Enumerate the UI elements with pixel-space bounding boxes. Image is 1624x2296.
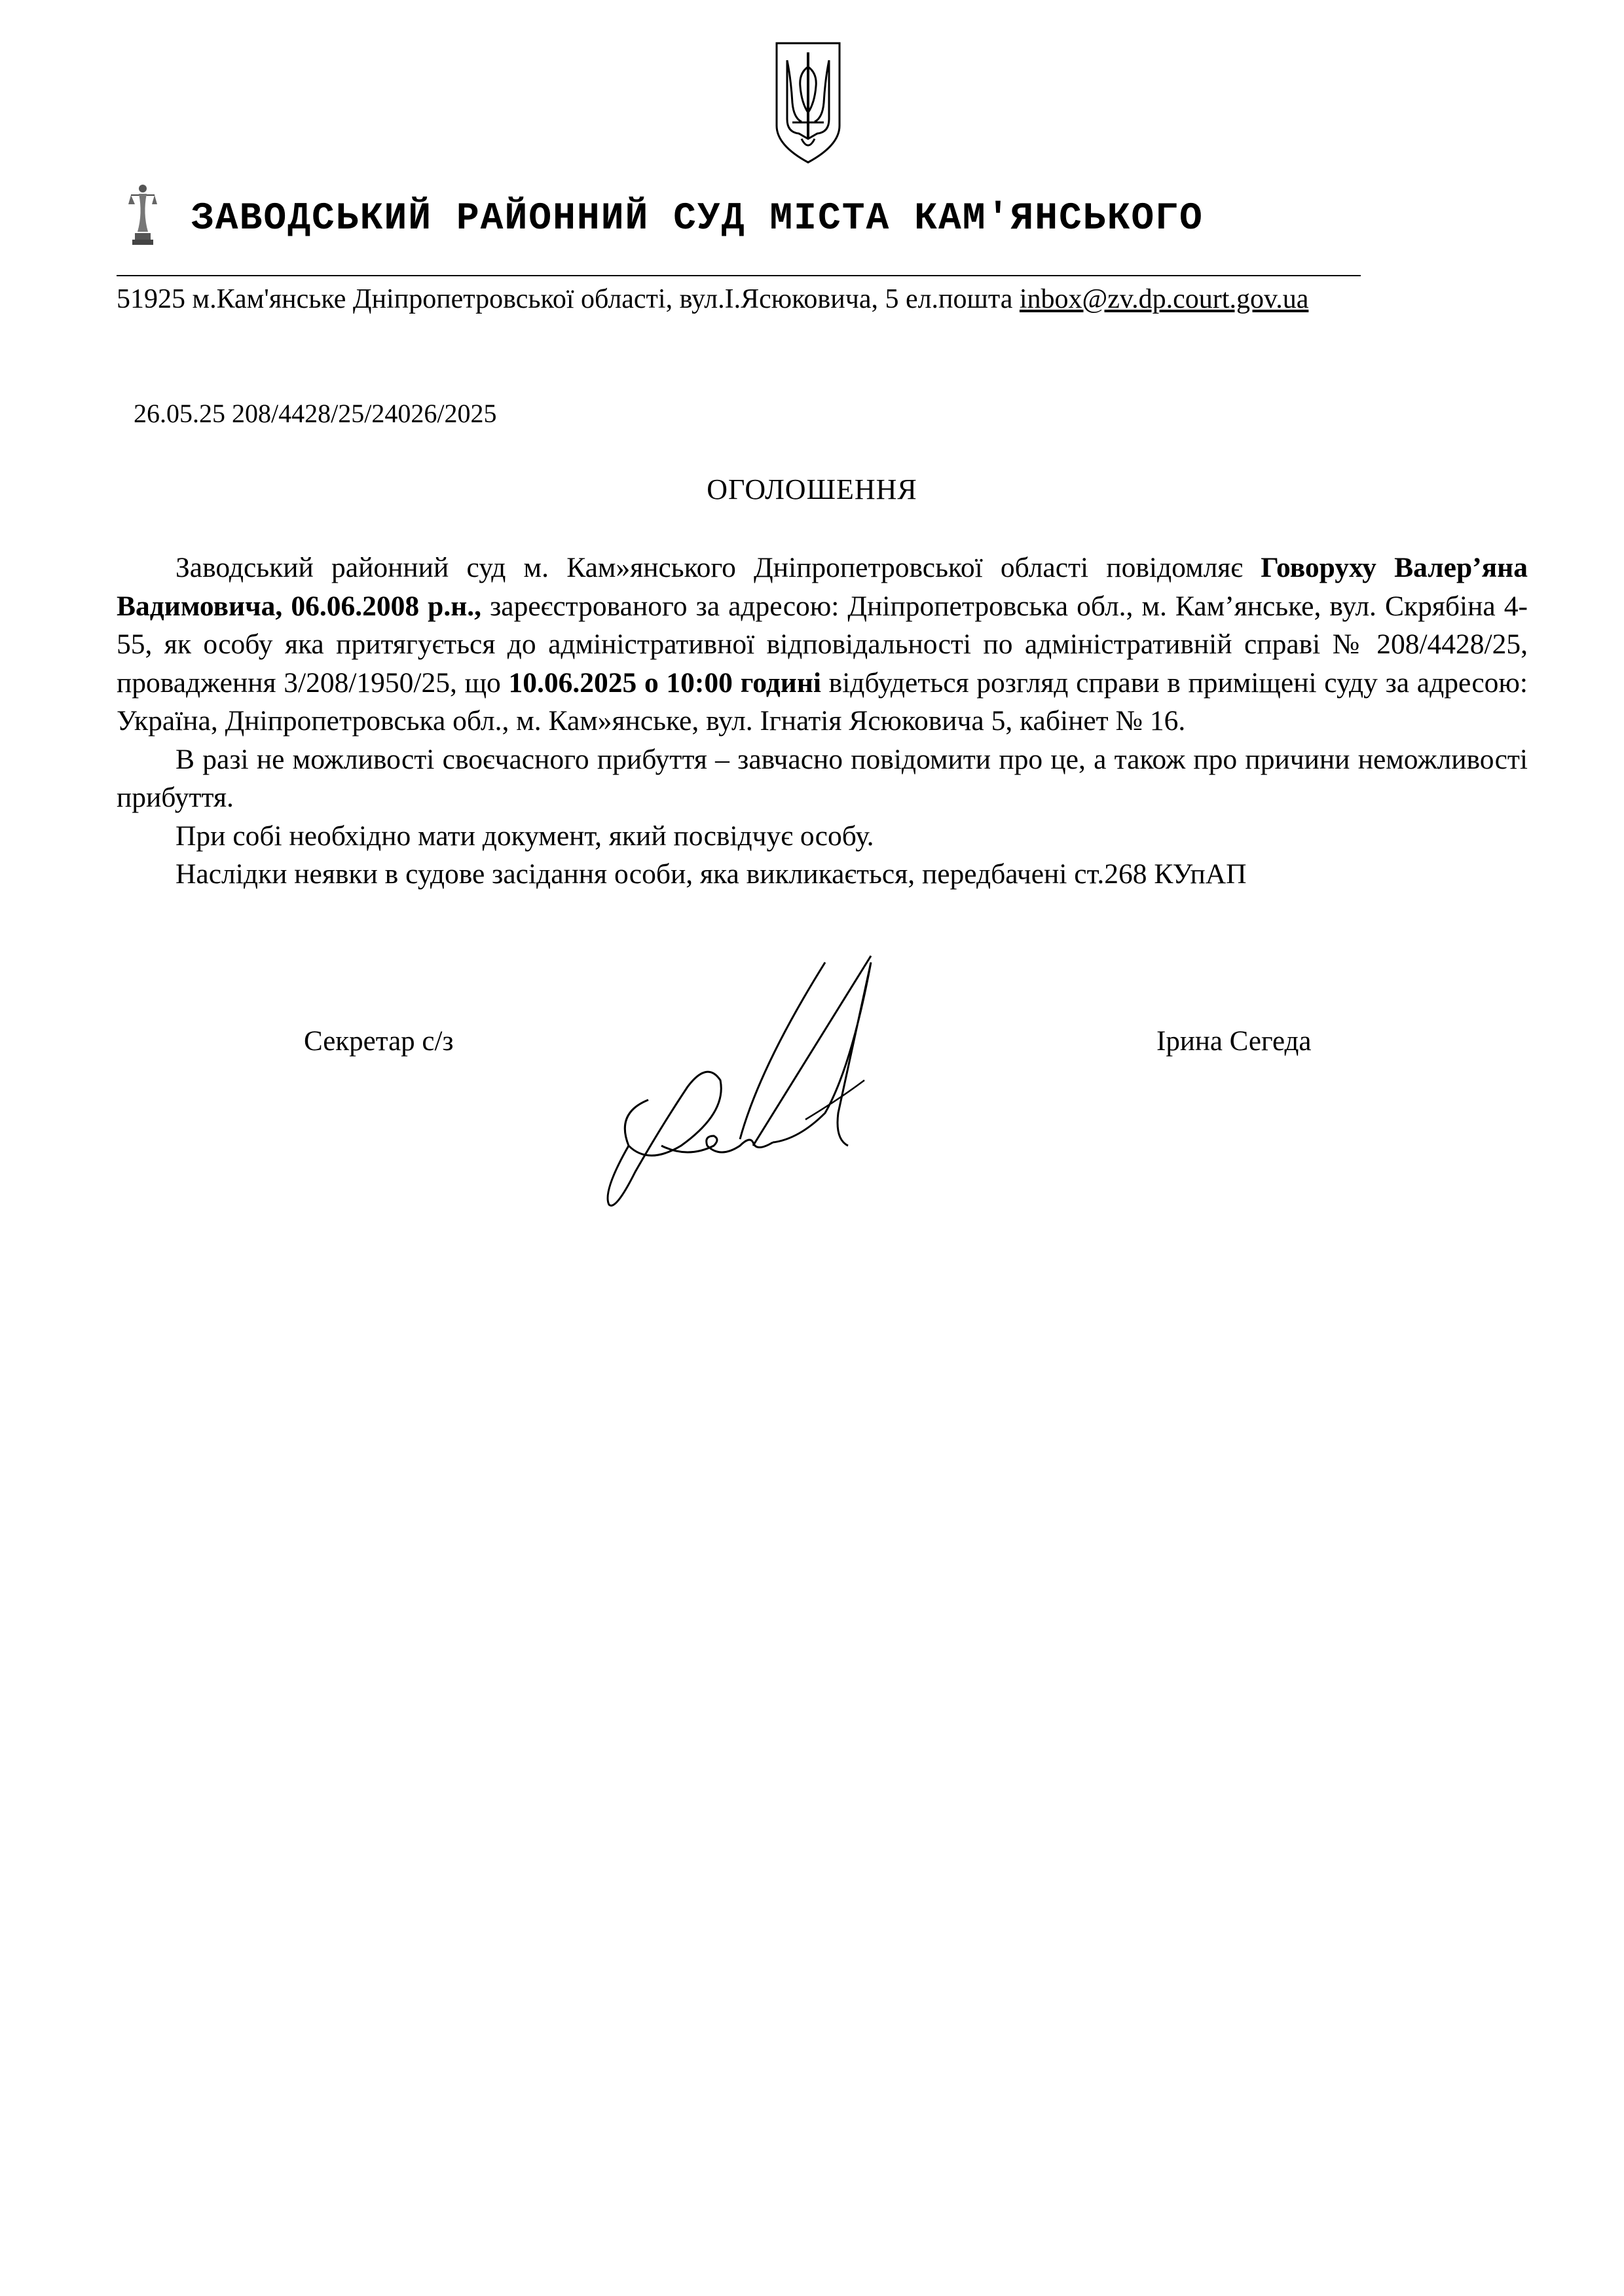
court-address-text: 51925 м.Кам'янське Дніпропетровської області, вул.І.Ясюковича, 5 ел.пошта [117,284,1020,314]
notice-body [117,549,1528,894]
document-reference: 26.05.25 208/4428/25/24026/2025 [134,399,497,428]
p1-text-b: зареєстрованого за адресою: Дніпропетровська обл., м. Кам’янське, вул. Скрябіна 4-55, як особу яка притягується до адміністративної відповідальності по адміністративній справі № 208/4428/25, провадження 3/208/1950/25, що [117,590,1528,699]
document-title: ОГОЛОШЕННЯ [707,473,917,505]
p1-text-c: відбудеться розгляд справи в приміщені суду за адресою: Україна, Дніпропетровська обл., м. Кам»янське, вул. Ігнатія Ясюковича 5, кабінет № 16. [117,666,1528,737]
themis-justice-icon [128,181,157,246]
p1-hearing-datetime: 10.06.2025 о 10:00 годині [508,666,821,699]
court-email-link[interactable]: inbox@zv.dp.court.gov.ua [1019,284,1309,314]
trident-coat-of-arms-icon [773,41,843,165]
court-address [117,283,1308,316]
court-name-heading: ЗАВОДСЬКИЙ РАЙОННИЙ СУД МІСТА КАМ'ЯНСЬКОГО [191,198,1204,240]
notice-paragraph-2: В разі не можливості своєчасного прибуття – завчасно повідомити про це, а також про причини неможливості прибуття. [117,743,1528,813]
notice-paragraph-3: При собі необхідно мати документ, який посвідчує особу. [175,820,874,852]
header-divider [117,275,1361,276]
handwritten-signature [589,949,969,1224]
notice-paragraph-4: Наслідки неявки в судове засідання особи, яка викликається, передбачені ст.268 КУпАП [175,858,1247,890]
signer-position: Секретар с/з [304,1026,454,1057]
signer-name: Ірина Сегеда [1156,1026,1312,1057]
notice-paragraph-1 [117,549,1528,740]
p1-person-name: Говоруху Валер’яна Вадимовича, 06.06.2008 р.н., [117,552,1528,622]
p1-text-a: Заводський районний суд м. Кам»янського Дніпропетровської області повідомляє [175,552,1261,583]
